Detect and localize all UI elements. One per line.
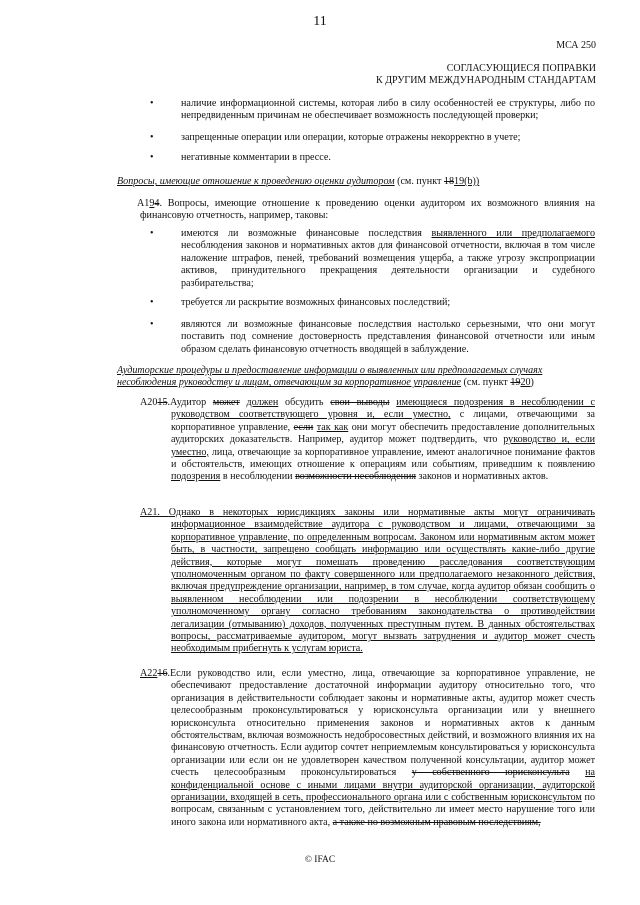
bullet-financial-consequences: имеются ли возможные финансовые последствия выявленного или предполагаемого несоблюдения законов и нормативных актов для финансовой отчетности, включая в том числе наложение штрафов, пеней, требований возмещения ущерба, а также угрозу экспроприации активов, принудительного прекращения деятельности организации и судебного разбирательства; xyxy=(181,228,595,289)
paragraph-a22: A2216.Если руководство или, если уместно, лица, отвечающие за корпоративное управление, не обеспечивают предоставление достаточной информации аудитору относительно того, что организация в действительности соблюдает законы и нормативные акты, аудитор может счесть целесообразным проконсультироваться у юрисконсульта организации или у внешнего юрисконсульта относительно применения законов и нормативных актов к данным обстоятельствам, включая возможность недобросовестных действий, и возможного влияния их на финансовую отчетность. Если аудитор сочтет неприемлемым консультироваться у юрисконсульта организации или если он не удовлетворен качеством полученной консультации, аудитор может счесть целесообразным проконсультироваться у собственного юрисконсульта на конфиденциальной основе с иными лицами внутри аудиторской организации, аудиторской организации, входящей в сеть, профессионального органа или с собственным юрисконсультом по вопросам, связанным с установлением того, действительно ли имеет место нарушение того или иного закона или нормативного акта, а также по возможным правовым последствиям, xyxy=(140,668,595,828)
deleted-id: 4 xyxy=(154,198,160,209)
running-header-line2: К ДРУГИМ МЕЖДУНАРОДНЫМ СТАНДАРТАМ xyxy=(376,75,596,86)
footer-copyright: © IFAC xyxy=(304,855,336,865)
para-id: A1 xyxy=(137,198,150,209)
bullet-text-2: запрещенные операции или операции, которые отражены некорректно в учете; xyxy=(181,132,521,143)
standard-code: МСА 250 xyxy=(556,40,596,51)
inserted-paragraph xyxy=(160,507,169,518)
running-header xyxy=(376,63,596,87)
para-text: . Вопросы, имеющие отношение к проведению оценки аудитором их возможного влияния на финансовую отчетность, например, таковы: xyxy=(140,198,595,222)
paragraph-a19 xyxy=(137,198,595,223)
deleted-ref: 18 xyxy=(443,176,455,187)
para-id: A22 xyxy=(140,668,158,679)
para-id: A20 xyxy=(140,397,158,408)
bullet-icon: • xyxy=(150,98,154,109)
inserted-paragraph-text: Однако в некоторых юрисдикциях законы или нормативные акты могут ограничивать информационное взаимодействие аудитора с руководством и лицами, отвечающими за корпоративное управление, по определенным вопросам. Законом или нормативным актом может быть, в частности, запрещено сообщать информацию или осуществлять какие-либо другие действия, которые могут помешать проведению расследования соответствующим уполномоченным органом по факту совершенного или предполагаемого незаконного действия, включая предупреждение организации, например, в том случае, когда аудитор обязан сообщить о выявленном несоблюдении или подозрении в несоблюдении соответствующему уполномоченному органу согласно требованиям законодательства о противодействии легализации (отмыванию) доходов, полученных преступным путем. В данных обстоятельствах вопросы, рассматриваемые аудитором, могут вызвать затруднения и аудитор может счесть необходимым прибегнуть к услугам юриста. xyxy=(168,507,595,655)
deleted-id: 16 xyxy=(157,668,168,679)
inserted-text: выявленного или предполагаемого xyxy=(431,228,595,239)
para-id: A21. xyxy=(140,507,160,518)
bullet-icon: • xyxy=(150,319,154,330)
inserted-ref: 20 xyxy=(520,377,531,389)
bullet-text-1: наличие информационной системы, которая либо в силу особенностей ее структуры, либо по непредвиденным причинам не обеспечивает возможность последующей проверки; xyxy=(181,98,595,122)
section-heading-line2: несоблюдения руководству и лицам, отвечающим за корпоративное управление xyxy=(117,377,461,389)
bullet-icon: • xyxy=(150,228,154,239)
inserted-ref: 19(b)) xyxy=(454,176,480,187)
inserted-id: 9 xyxy=(149,198,155,209)
section-heading-line1: Аудиторские процедуры и предоставление информации о выявленных или предполагаемых случаях xyxy=(117,365,543,376)
bullet-icon: • xyxy=(150,152,154,163)
paragraph-a21 xyxy=(140,507,595,656)
section-heading-text: Вопросы, имеющие отношение к проведению оценки аудитором xyxy=(117,176,395,187)
deleted-ref: 19 xyxy=(510,377,521,389)
bullet-text-3: негативные комментарии в прессе. xyxy=(181,152,331,163)
bullet-icon: • xyxy=(150,297,154,308)
section-heading-assessment xyxy=(117,176,597,188)
section-heading-ref-open: (см. пункт xyxy=(394,176,444,187)
bullet-icon: • xyxy=(150,132,154,143)
running-header-line1: СОГЛАСУЮЩИЕСЯ ПОПРАВКИ xyxy=(446,63,596,74)
section-heading-procedures: Аудиторские процедуры и предоставление информации о выявленных или предполагаемых случаях несоблюдения руководству и лицам, отвечающим за корпоративное управление (см. пункт 1920) xyxy=(117,365,602,390)
bullet-disclosure: требуется ли раскрытие возможных финансовых последствий; xyxy=(181,297,451,308)
paragraph-a20: A2015.Аудитор может должен обсудить свои выводы имеющиеся подозрения в несоблюдении с руководством соответствующего уровня и, если уместно, с лицами, отвечающими за корпоративное управление, если так как они могут обеспечить предоставление дополнительных аудиторских доказательств. Например, аудитор может подтвердить, что руководство и, если уместно, лица, отвечающие за корпоративное управление, имеют аналогичное понимание фактов и обстоятельств, имеющих отношение к операциям или событиям, приведшим к появлению подозрения в несоблюдении возможности несоблюдения законов и нормативных актов. xyxy=(140,397,595,483)
deleted-id: 15 xyxy=(157,397,168,408)
page-number: 11 xyxy=(313,14,327,29)
bullet-seriousness: являются ли возможные финансовые последствия настолько серьезными, что они могут поставить под сомнение достоверность представления финансовой отчетности или иным образом сделать финансовую отчетность вводящей в заблуждение. xyxy=(181,319,595,355)
